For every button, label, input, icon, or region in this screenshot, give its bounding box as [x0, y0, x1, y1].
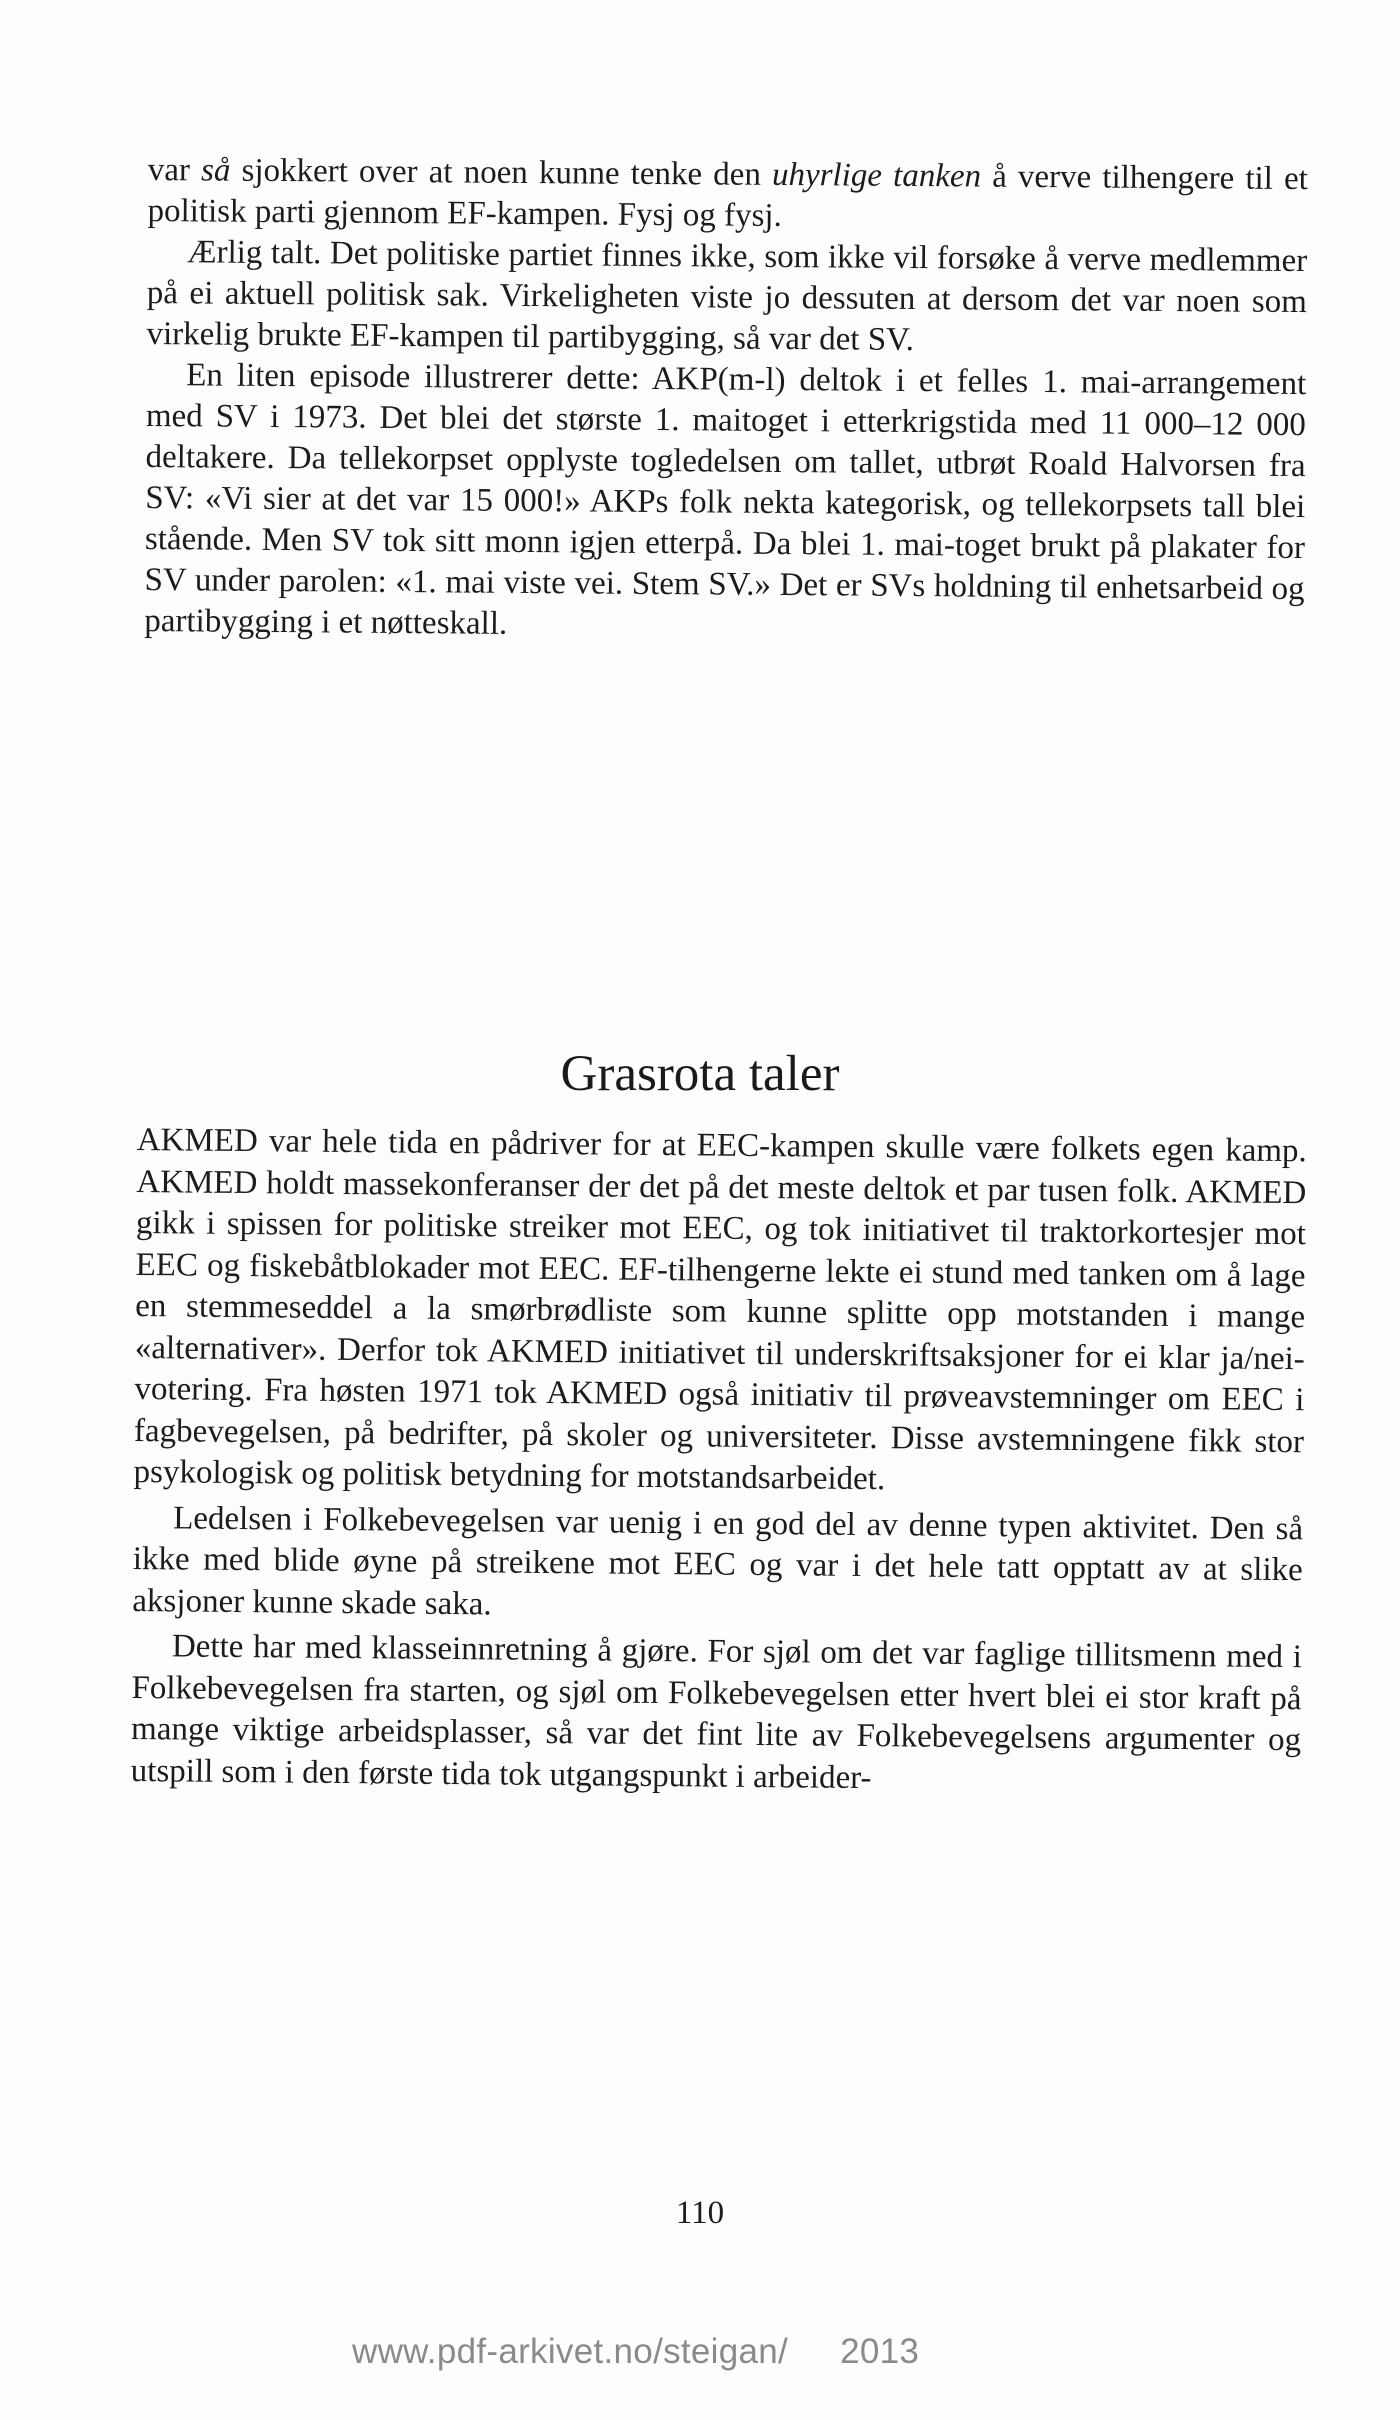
footer-year: 2013: [840, 2332, 920, 2371]
paragraph: En liten episode illustrerer dette: AKP(m-l) deltok i et felles 1. mai-arrangement med SV i 1973. Det blei det største 1. maitoget i etterkrigstida med 11 000–12 000 deltakere. Da tellekorpset opplyste togledelsen om tallet, utbrøt Roald Halvorsen fra SV: «Vi sier at det var 15 000!» AKPs folk nekta kategorisk, og tellekorpsets tall blei stående. Men SV tok sitt monn igjen etterpå. Da blei 1. mai-toget brukt på plakater for SV under parolen: «1. mai viste vei. Stem SV.» Det er SVs holdning til enhetsarbeid og partibygging i et nøtteskall.: [144, 357, 1307, 642]
italic-text: uhyrlige tanken: [771, 156, 982, 195]
paragraph: Dette har med klasseinnretning å gjøre. For sjøl om det var faglige tillitsmenn med i Folkebevegelsen fra starten, og sjøl om Folkebevegelsen etter hvert blei ei stor kraft på mange viktige arbeidsplasser, så var det fint lite av Folkebevegelsens argumenter og utspill som i den første tida tok utgangspunkt i arbeider-: [130, 1628, 1303, 1796]
text-run: var: [147, 151, 202, 189]
body-text-section-1: [144, 150, 1308, 651]
text-run: sjokkert over at noen kunne tenke den: [230, 152, 773, 193]
paragraph: [147, 150, 1308, 241]
footer-watermark: [352, 2332, 919, 2372]
paragraph: AKMED var hele tida en pådriver for at EEC-kampen skulle være folkets egen kamp. AKMED holdt massekonferanser der det på det meste deltok et par tusen folk. AKMED gikk i spissen for politiske streiker mot EEC, og tok initiativet til traktorkortesjer mot EEC og fiskebåtblokader mot EEC. EF-tilhengerne lekte ei stund med tanken om å lage en stemmeseddel a la smørbrødliste som kunne splitte opp motstanden i mange «alternativer». Derfor tok AKMED initiativet til underskriftsaksjoner for ei klar ja/nei-votering. Fra høsten 1971 tok AKMED også initiativ til prøveavstemninger om EEC i fagbevegelsen, på bedrifter, på skoler og universiteter. Disse avstemningene fikk stor psykologisk og politisk betydning for motstandsarbeidet.: [133, 1121, 1307, 1498]
body-text-section-2: [131, 1120, 1307, 1803]
text-run: å verve tilhengere til et politisk parti gjennom EF-kampen. Fysj og fysj.: [147, 158, 1308, 234]
page-number: 110: [675, 2195, 725, 2231]
italic-text: så: [200, 152, 231, 189]
footer-url: www.pdf-arkivet.no/steigan/: [352, 2332, 789, 2371]
paragraph: Ærlig talt. Det politiske partiet finnes ikke, som ikke vil forsøke å verve medlemmer på ei aktuell politisk sak. Virkeligheten viste jo dessuten at dersom det var noen som virkelig brukte EF-kampen til partibygging, så var det SV.: [146, 234, 1308, 359]
paragraph: Ledelsen i Folkebevegelsen var uenig i en god del av denne typen aktivitet. Den så ikke med blide øyne på streikene mot EEC og var i det hele tatt opptatt av at slike aksjoner kunne skade saka.: [132, 1499, 1304, 1622]
section-heading: Grasrota taler: [560, 1046, 840, 1102]
